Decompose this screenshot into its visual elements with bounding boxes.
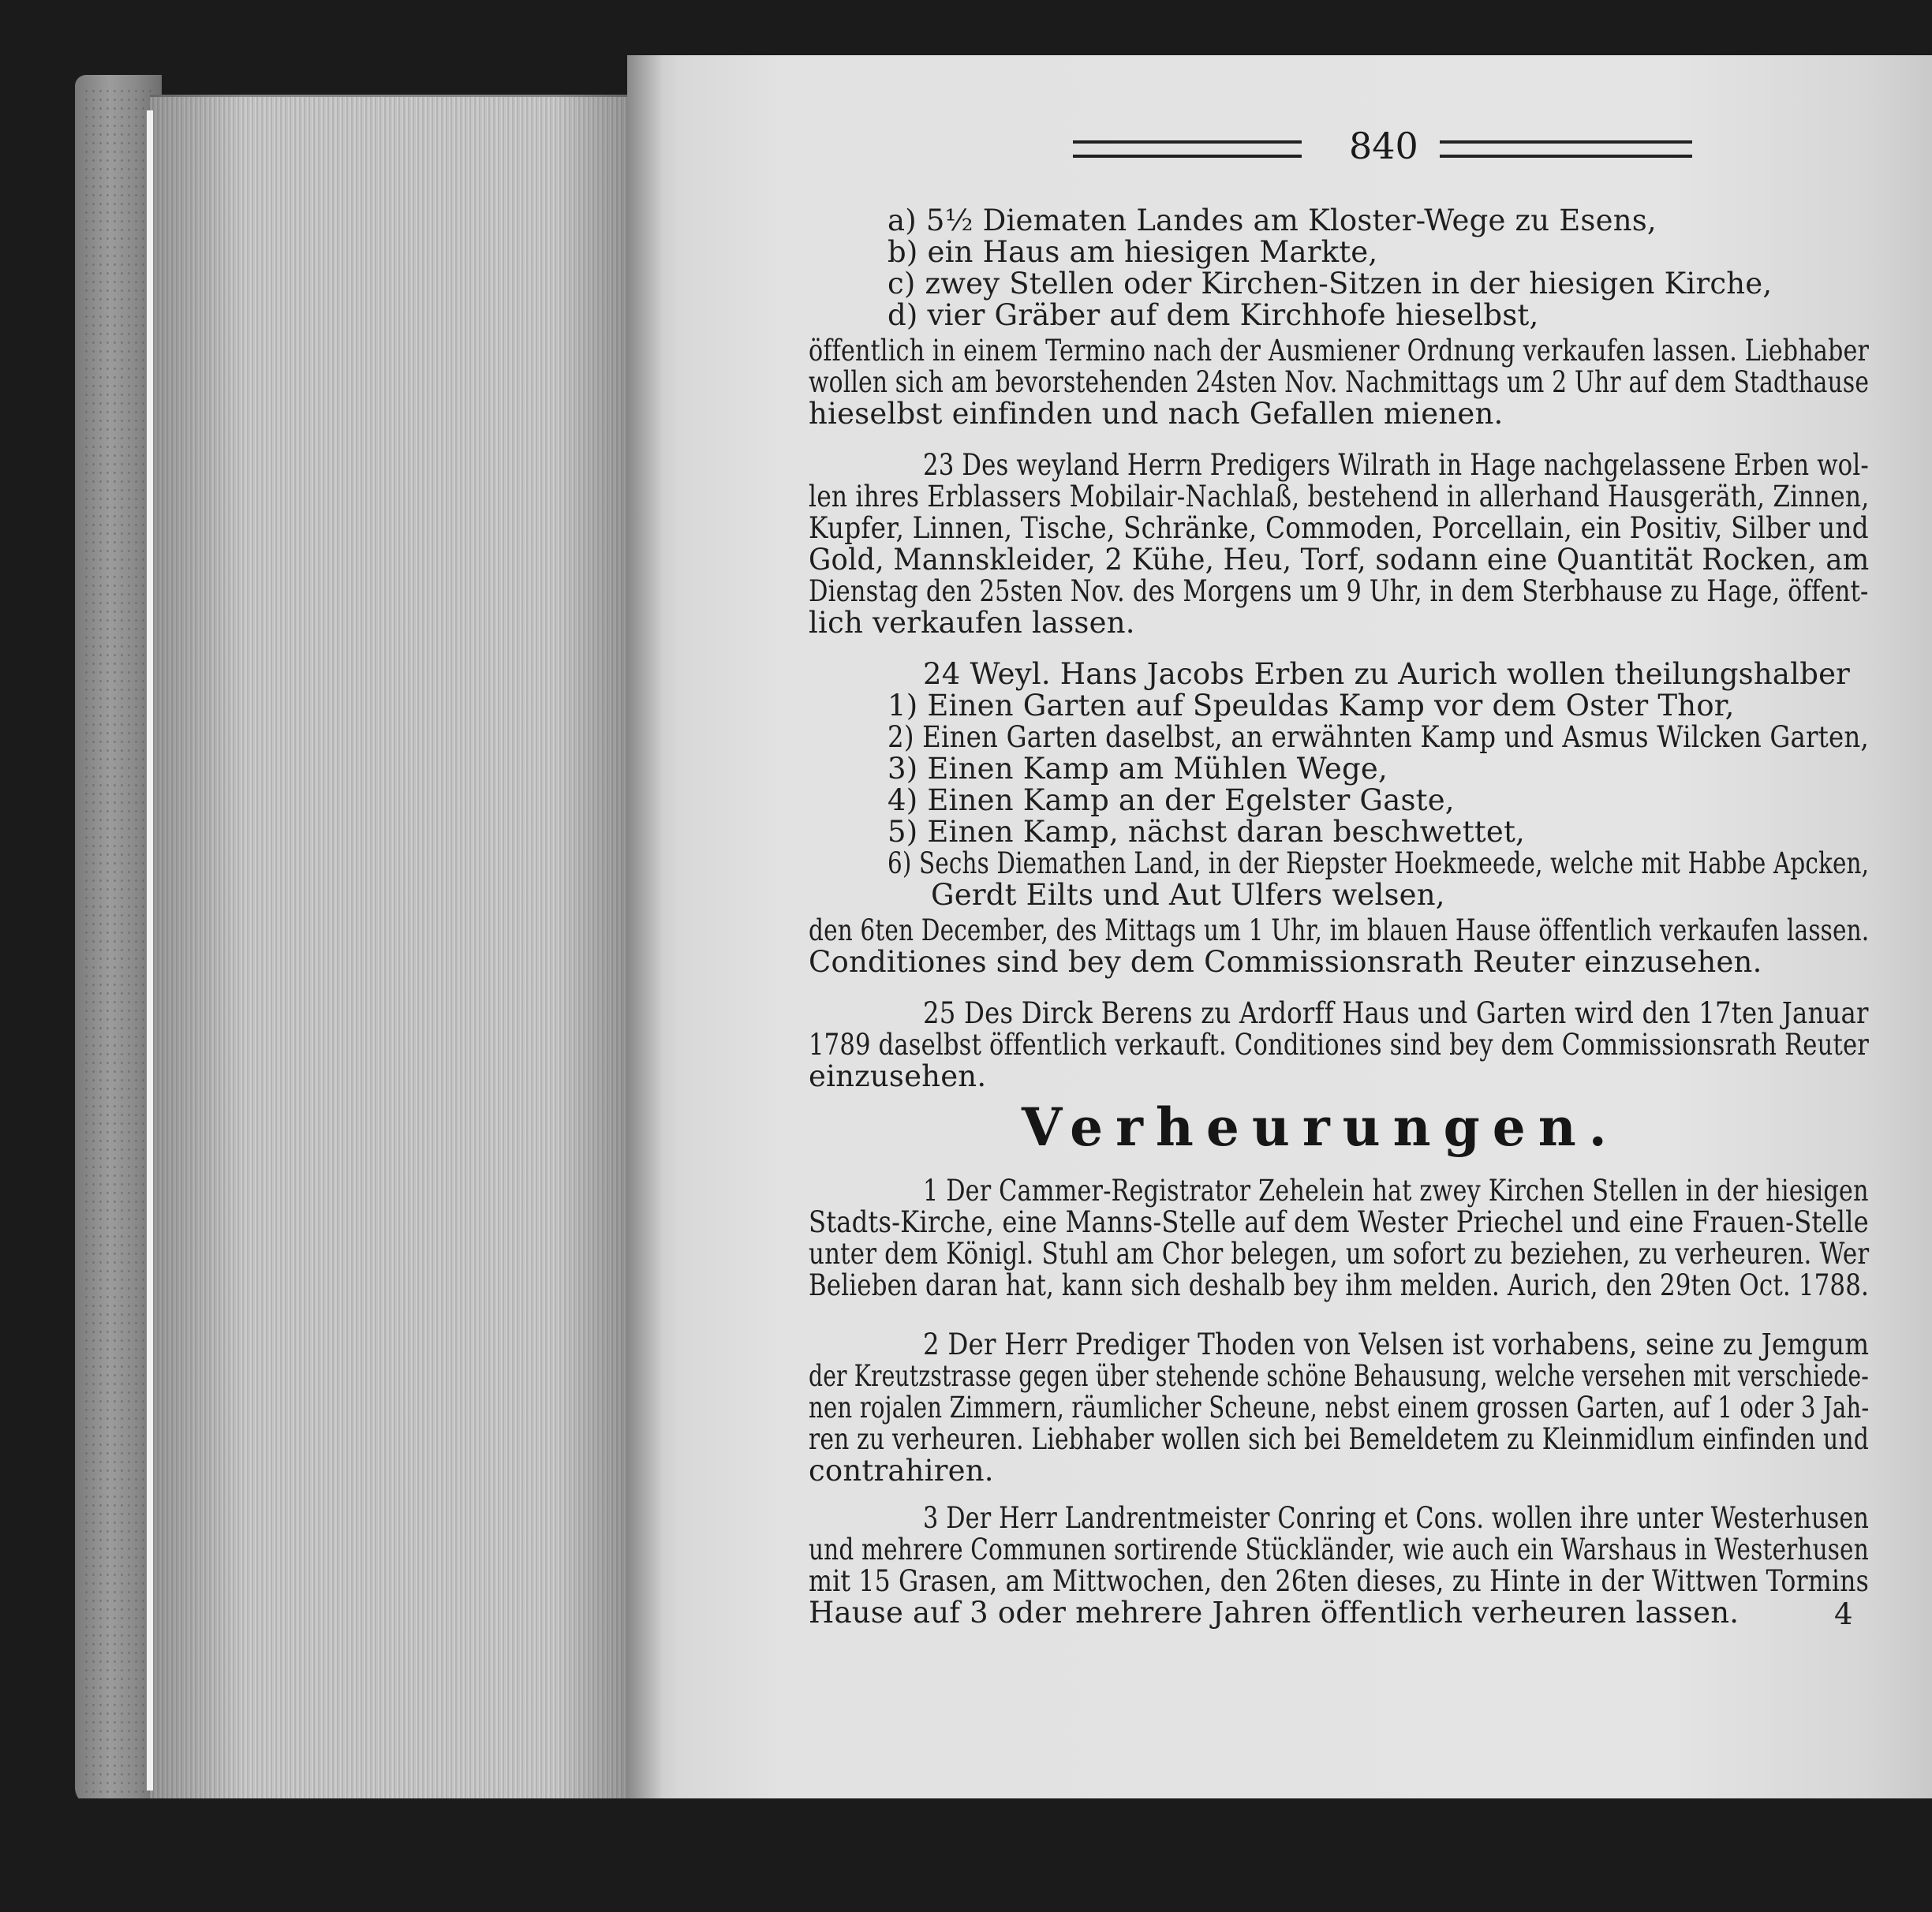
- spine-line: [147, 110, 153, 1791]
- book-page: [627, 55, 1932, 1802]
- text-line: contrahiren.: [809, 1454, 994, 1488]
- text-line: 3 Der Herr Landrentmeister Conring et Cons. wollen ihre unter Westerhusen: [923, 1501, 1870, 1535]
- text-line: einzusehen.: [809, 1059, 987, 1093]
- text-line: Kupfer, Linnen, Tische, Schränke, Commoden, Porcellain, ein Positiv, Silber und: [809, 511, 1869, 545]
- text-line: wollen sich am bevorstehenden 24sten Nov. Nachmittags um 2 Uhr auf dem Stadthause: [809, 365, 1870, 399]
- text-line: 2) Einen Garten daselbst, an erwähnten Kamp und Asmus Wilcken Garten,: [888, 720, 1869, 754]
- text-line: öffentlich in einem Termino nach der Ausmiener Ordnung verkaufen lassen. Liebhaber: [809, 334, 1870, 368]
- text-line: den 6ten December, des Mittags um 1 Uhr, im blauen Hause öffentlich verkaufen lassen.: [809, 913, 1870, 947]
- text-line: Belieben daran hat, kann sich deshalb bey ihm melden. Aurich, den 29ten Oct. 1788.: [809, 1268, 1869, 1302]
- text-line: a) 5½ Diematen Landes am Kloster-Wege zu Esens,: [888, 204, 1657, 237]
- text-line: 3) Einen Kamp am Mühlen Wege,: [888, 752, 1388, 786]
- text-line: mit 15 Grasen, am Mittwochen, den 26ten dieses, zu Hinte in der Wittwen Tormins: [809, 1564, 1869, 1598]
- text-line: 1) Einen Garten auf Speuldas Kamp vor dem Oster Thor,: [888, 689, 1735, 723]
- text-line: Conditiones sind bey dem Commissionsrath Reuter einzusehen.: [809, 945, 1762, 979]
- text-line: nen rojalen Zimmern, räumlicher Scheune, nebst einem grossen Garten, auf 1 oder 3 Jah-: [809, 1391, 1870, 1425]
- text-line: d) vier Gräber auf dem Kirchhofe hieselbst,: [888, 298, 1539, 332]
- text-line: 5) Einen Kamp, nächst daran beschwettet,: [888, 815, 1525, 849]
- page-edges-shading: [150, 95, 627, 1798]
- text-line: Stadts-Kirche, eine Manns-Stelle auf dem Wester Priechel und eine Frauen-Stelle: [809, 1205, 1869, 1239]
- text-line: 2 Der Herr Prediger Thoden von Velsen ist vorhabens, seine zu Jemgum: [923, 1328, 1870, 1361]
- text-line: 1789 daselbst öffentlich verkauft. Conditiones sind bey dem Commissionsrath Reuter: [809, 1028, 1870, 1062]
- text-line: Gerdt Eilts und Aut Ulfers welsen,: [931, 878, 1445, 912]
- text-line: und mehrere Communen sortirende Stückländer, wie auch ein Warshaus in Westerhusen: [809, 1533, 1869, 1567]
- text-line: hieselbst einfinden und nach Gefallen mienen.: [809, 397, 1504, 431]
- text-line: Dienstag den 25sten Nov. des Morgens um 9 Uhr, in dem Sterbhause zu Hage, öffent-: [809, 574, 1869, 608]
- page-fold-shadow: [627, 55, 663, 1802]
- bottom-shadow: [79, 1798, 1932, 1912]
- text-line: Gold, Mannskleider, 2 Kühe, Heu, Torf, sodann eine Quantität Rocken, am: [809, 543, 1870, 577]
- text-line: 23 Des weyland Herrn Predigers Wilrath in Hage nachgelassene Erben wol-: [923, 448, 1869, 482]
- text-line: len ihres Erblassers Mobilair-Nachlaß, bestehend in allerhand Hausgeräth, Zinnen,: [809, 480, 1870, 513]
- catchword: 4: [1834, 1597, 1853, 1631]
- running-head: [627, 118, 1932, 174]
- running-head-rule-left: [1073, 140, 1302, 158]
- text-line: unter dem Königl. Stuhl am Chor belegen, um sofort zu beziehen, zu verheuren. Wer: [809, 1237, 1870, 1271]
- text-line: lich verkaufen lassen.: [809, 606, 1135, 640]
- running-head-rule-right: [1440, 140, 1692, 158]
- section-heading: Verheurungen.: [1022, 1096, 1620, 1158]
- text-line: 6) Sechs Diemathen Land, in der Riepster Hoekmeede, welche mit Habbe Apcken,: [888, 846, 1870, 880]
- text-line: b) ein Haus am hiesigen Markte,: [888, 235, 1378, 269]
- text-line: ren zu verheuren. Liebhaber wollen sich bei Bemeldetem zu Kleinmidlum einfinden und: [809, 1422, 1869, 1456]
- text-line: 1 Der Cammer-Registrator Zehelein hat zwey Kirchen Stellen in der hiesigen: [923, 1174, 1869, 1208]
- cover-texture: [83, 87, 154, 1798]
- page-number: 840: [1349, 125, 1418, 167]
- text-line: der Kreutzstrasse gegen über stehende schöne Behausung, welche versehen mit verschiede-: [809, 1359, 1869, 1393]
- text-line: Hause auf 3 oder mehrere Jahren öffentlich verheuren lassen.: [809, 1596, 1740, 1630]
- text-line: c) zwey Stellen oder Kirchen-Sitzen in der hiesigen Kirche,: [888, 267, 1773, 301]
- text-line: 25 Des Dirck Berens zu Ardorff Haus und Garten wird den 17ten Januar: [923, 996, 1869, 1030]
- text-line: 24 Weyl. Hans Jacobs Erben zu Aurich wollen theilungshalber: [923, 657, 1851, 691]
- text-line: 4) Einen Kamp an der Egelster Gaste,: [888, 783, 1455, 817]
